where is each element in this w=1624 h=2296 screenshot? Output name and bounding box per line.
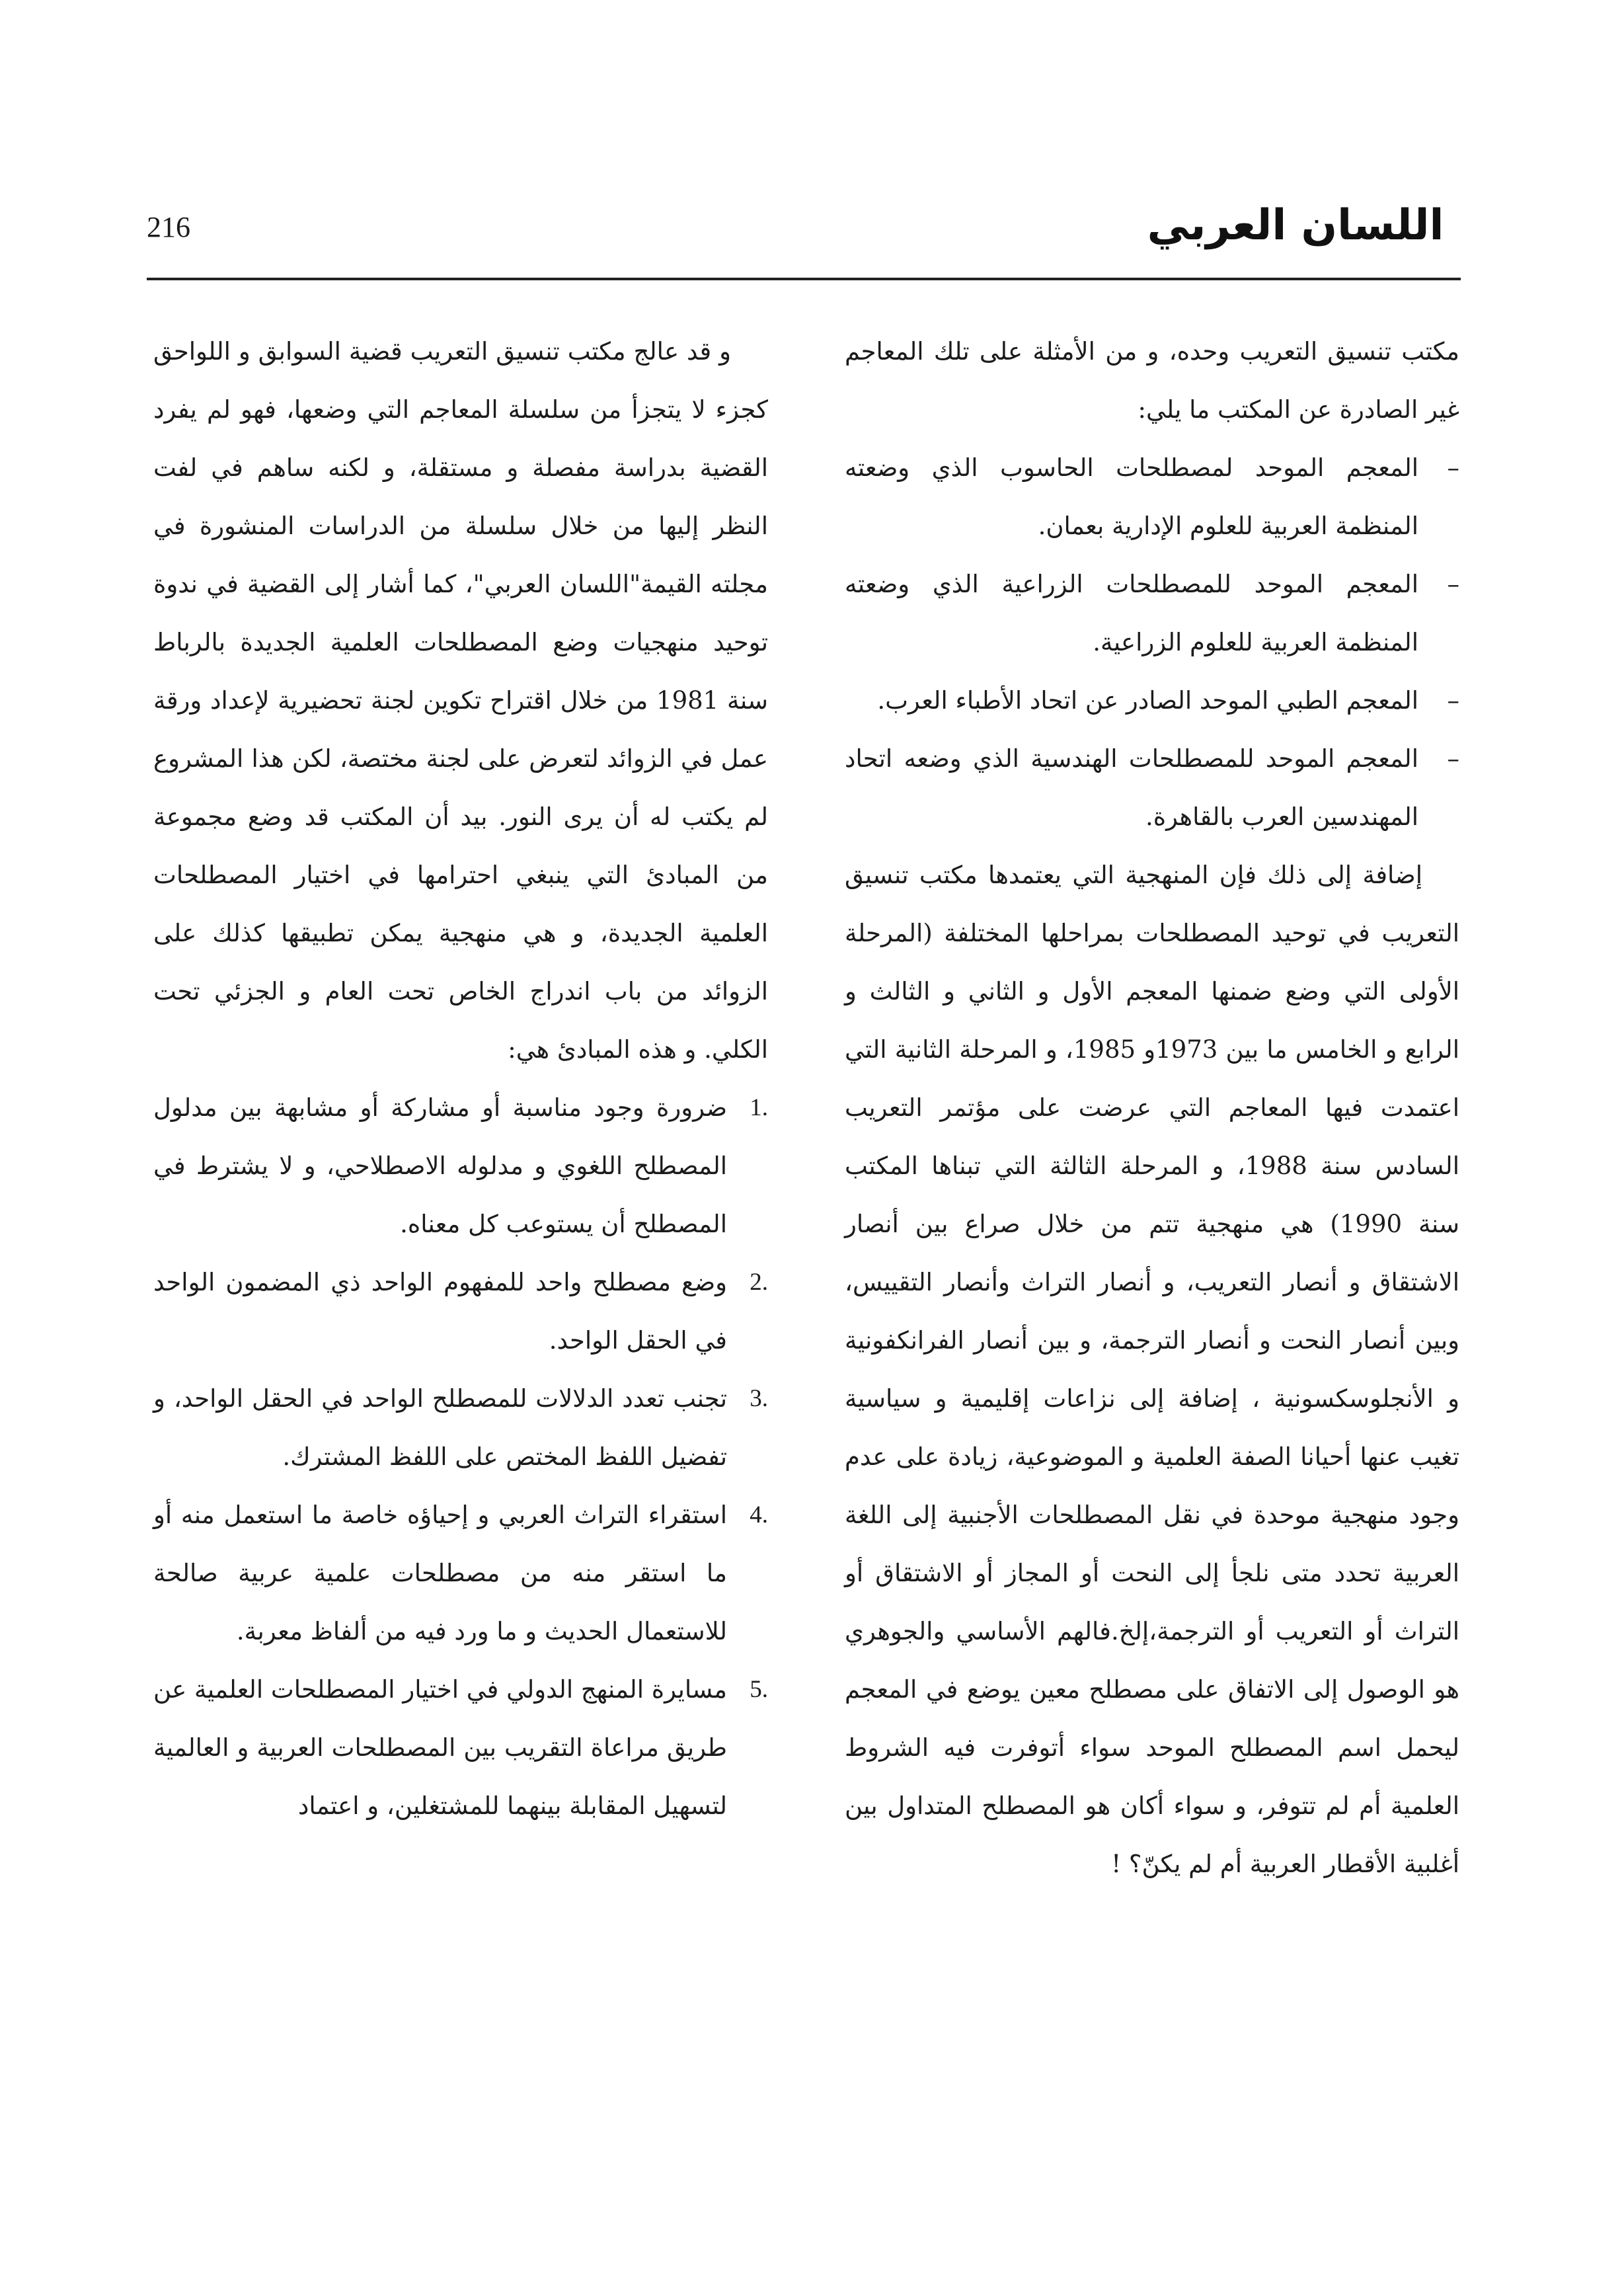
list-item-text: المعجم الموحد للمصطلحات الهندسية الذي وضعه اتحاد المهندسين العرب بالقاهرة. (845, 744, 1418, 831)
list-item (153, 1370, 768, 1486)
list-item-text: المعجم الموحد لمصطلحات الحاسوب الذي وضعته المنظمة العربية للعلوم الإدارية بعمان. (845, 454, 1418, 540)
list-item (153, 1253, 768, 1370)
list-number: 5. (750, 1676, 768, 1703)
dictionary-list (845, 439, 1459, 846)
list-item (845, 439, 1459, 555)
list-number: 1. (750, 1094, 768, 1121)
list-number: 3. (750, 1385, 768, 1412)
right-paragraph-1: مكتب تنسيق التعريب وحده، و من الأمثلة على تلك المعاجم غير الصادرة عن المكتب ما يلي: (845, 337, 1459, 424)
journal-logo (1147, 192, 1444, 258)
list-dash: – (1447, 570, 1459, 598)
list-dash: – (1447, 454, 1459, 482)
journal-logo-text: اللسان العربي (1147, 201, 1444, 250)
left-column (153, 323, 768, 2134)
list-item-text: المعجم الطبي الموحد الصادر عن اتحاد الأطباء العرب. (877, 686, 1418, 715)
left-paragraph-1: و قد عالج مكتب تنسيق التعريب قضية السوابق و اللواحق كجزء لا يتجزأ من سلسلة المعاجم التي وضعها، فهو لم يفرد القضية بدراسة مفصلة و مستقلة، و لكنه ساهم في لفت النظر إليها من خلال سلسلة من الدراسات المنشورة في مجلته القيمة"اللسان العربي"، كما أشار إلى القضية في ندوة توحيد منهجيات وضع المصطلحات العلمية الجديدة بالرباط سنة 1981 من خلال اقتراح تكوين لجنة تحضيرية لإعداد ورقة عمل في الزوائد لتعرض على لجنة مختصة، لكن هذا المشروع لم يكتب له أن يرى النور. بيد أن المكتب قد وضع مجموعة من المبادئ التي ينبغي احترامها في اختيار المصطلحات العلمية الجديدة، و هي منهجية يمكن تطبيقها كذلك على الزوائد من باب اندراج الخاص تحت العام و الجزئي تحت الكلي. و هذه المبادئ هي: (153, 337, 769, 1064)
right-paragraph-2: إضافة إلى ذلك فإن المنهجية التي يعتمدها مكتب تنسيق التعريب في توحيد المصطلحات بمراحلها المختلفة (المرحلة الأولى التي وضع ضمنها المعجم الأول و الثاني و الثالث و الرابع و الخامس ما بين 1973و 1985، و المرحلة الثانية التي اعتمدت فيها المعاجم التي عرضت على مؤتمر التعريب السادس سنة 1988، و المرحلة الثالثة التي تبناها المكتب سنة 1990) هي منهجية تتم من خلال صراع بين أنصار الاشتقاق و أنصار التعريب، و أنصار التراث وأنصار التقييس، وبين أنصار النحت و أنصار الترجمة، و بين أنصار الفرانكفونية و الأنجلوسكسونية ، إضافة إلى نزاعات إقليمية و سياسية تغيب عنها أحيانا الصفة العلمية و الموضوعية، زيادة على عدم وجود منهجية موحدة في نقل المصطلحات الأجنبية إلى اللغة العربية تحدد متى نلجأ إلى النحت أو المجاز أو الاشتقاق أو التراث أو التعريب أو الترجمة،إلخ.فالهم الأساسي والجوهري هو الوصول إلى الاتفاق على مصطلح معين يوضع في المعجم ليحمل اسم المصطلح الموحد سواء أتوفرت فيه الشروط العلمية أم لم تتوفر، و سواء أكان هو المصطلح المتداول بين أغلبية الأقطار العربية أم لم يكنّ؟ ! (845, 861, 1460, 1878)
header-rule (147, 278, 1461, 280)
list-number: 2. (750, 1269, 768, 1296)
list-item-text: تجنب تعدد الدلالات للمصطلح الواحد في الحقل الواحد، و تفضيل اللفظ المختص على اللفظ المشترك. (153, 1384, 727, 1471)
page-number: 216 (147, 211, 190, 243)
list-dash: – (1447, 686, 1459, 715)
list-item (845, 555, 1459, 672)
list-item (153, 1079, 768, 1253)
list-item (153, 1486, 768, 1661)
list-item-text: ضرورة وجود مناسبة أو مشاركة أو مشابهة بين مدلول المصطلح اللغوي و مدلوله الاصطلاحي، و لا يشترط في المصطلح أن يستوعب كل معناه. (153, 1093, 727, 1238)
list-dash: – (1447, 744, 1459, 773)
right-column (845, 323, 1459, 2134)
list-item (845, 672, 1459, 730)
list-item (153, 1661, 768, 1835)
list-number: 4. (750, 1501, 768, 1528)
list-item (845, 730, 1459, 846)
list-item-text: المعجم الموحد للمصطلحات الزراعية الذي وضعته المنظمة العربية للعلوم الزراعية. (845, 570, 1418, 656)
list-item-text: مسايرة المنهج الدولي في اختيار المصطلحات العلمية عن طريق مراعاة التقريب بين المصطلحات العربية و العالمية لتسهيل المقابلة بينهما للمشتغلين، و اعتماد (153, 1675, 727, 1820)
journal-logo-graphic (1147, 192, 1444, 258)
list-item-text: وضع مصطلح واحد للمفهوم الواحد ذي المضمون الواحد في الحقل الواحد. (153, 1268, 727, 1355)
principles-list (153, 1079, 768, 1835)
list-item-text: استقراء التراث العربي و إحياؤه خاصة ما استعمل منه أو ما استقر منه من مصطلحات علمية عربية صالحة للاستعمال الحديث و ما ورد فيه من ألفاظ معربة. (153, 1501, 727, 1645)
